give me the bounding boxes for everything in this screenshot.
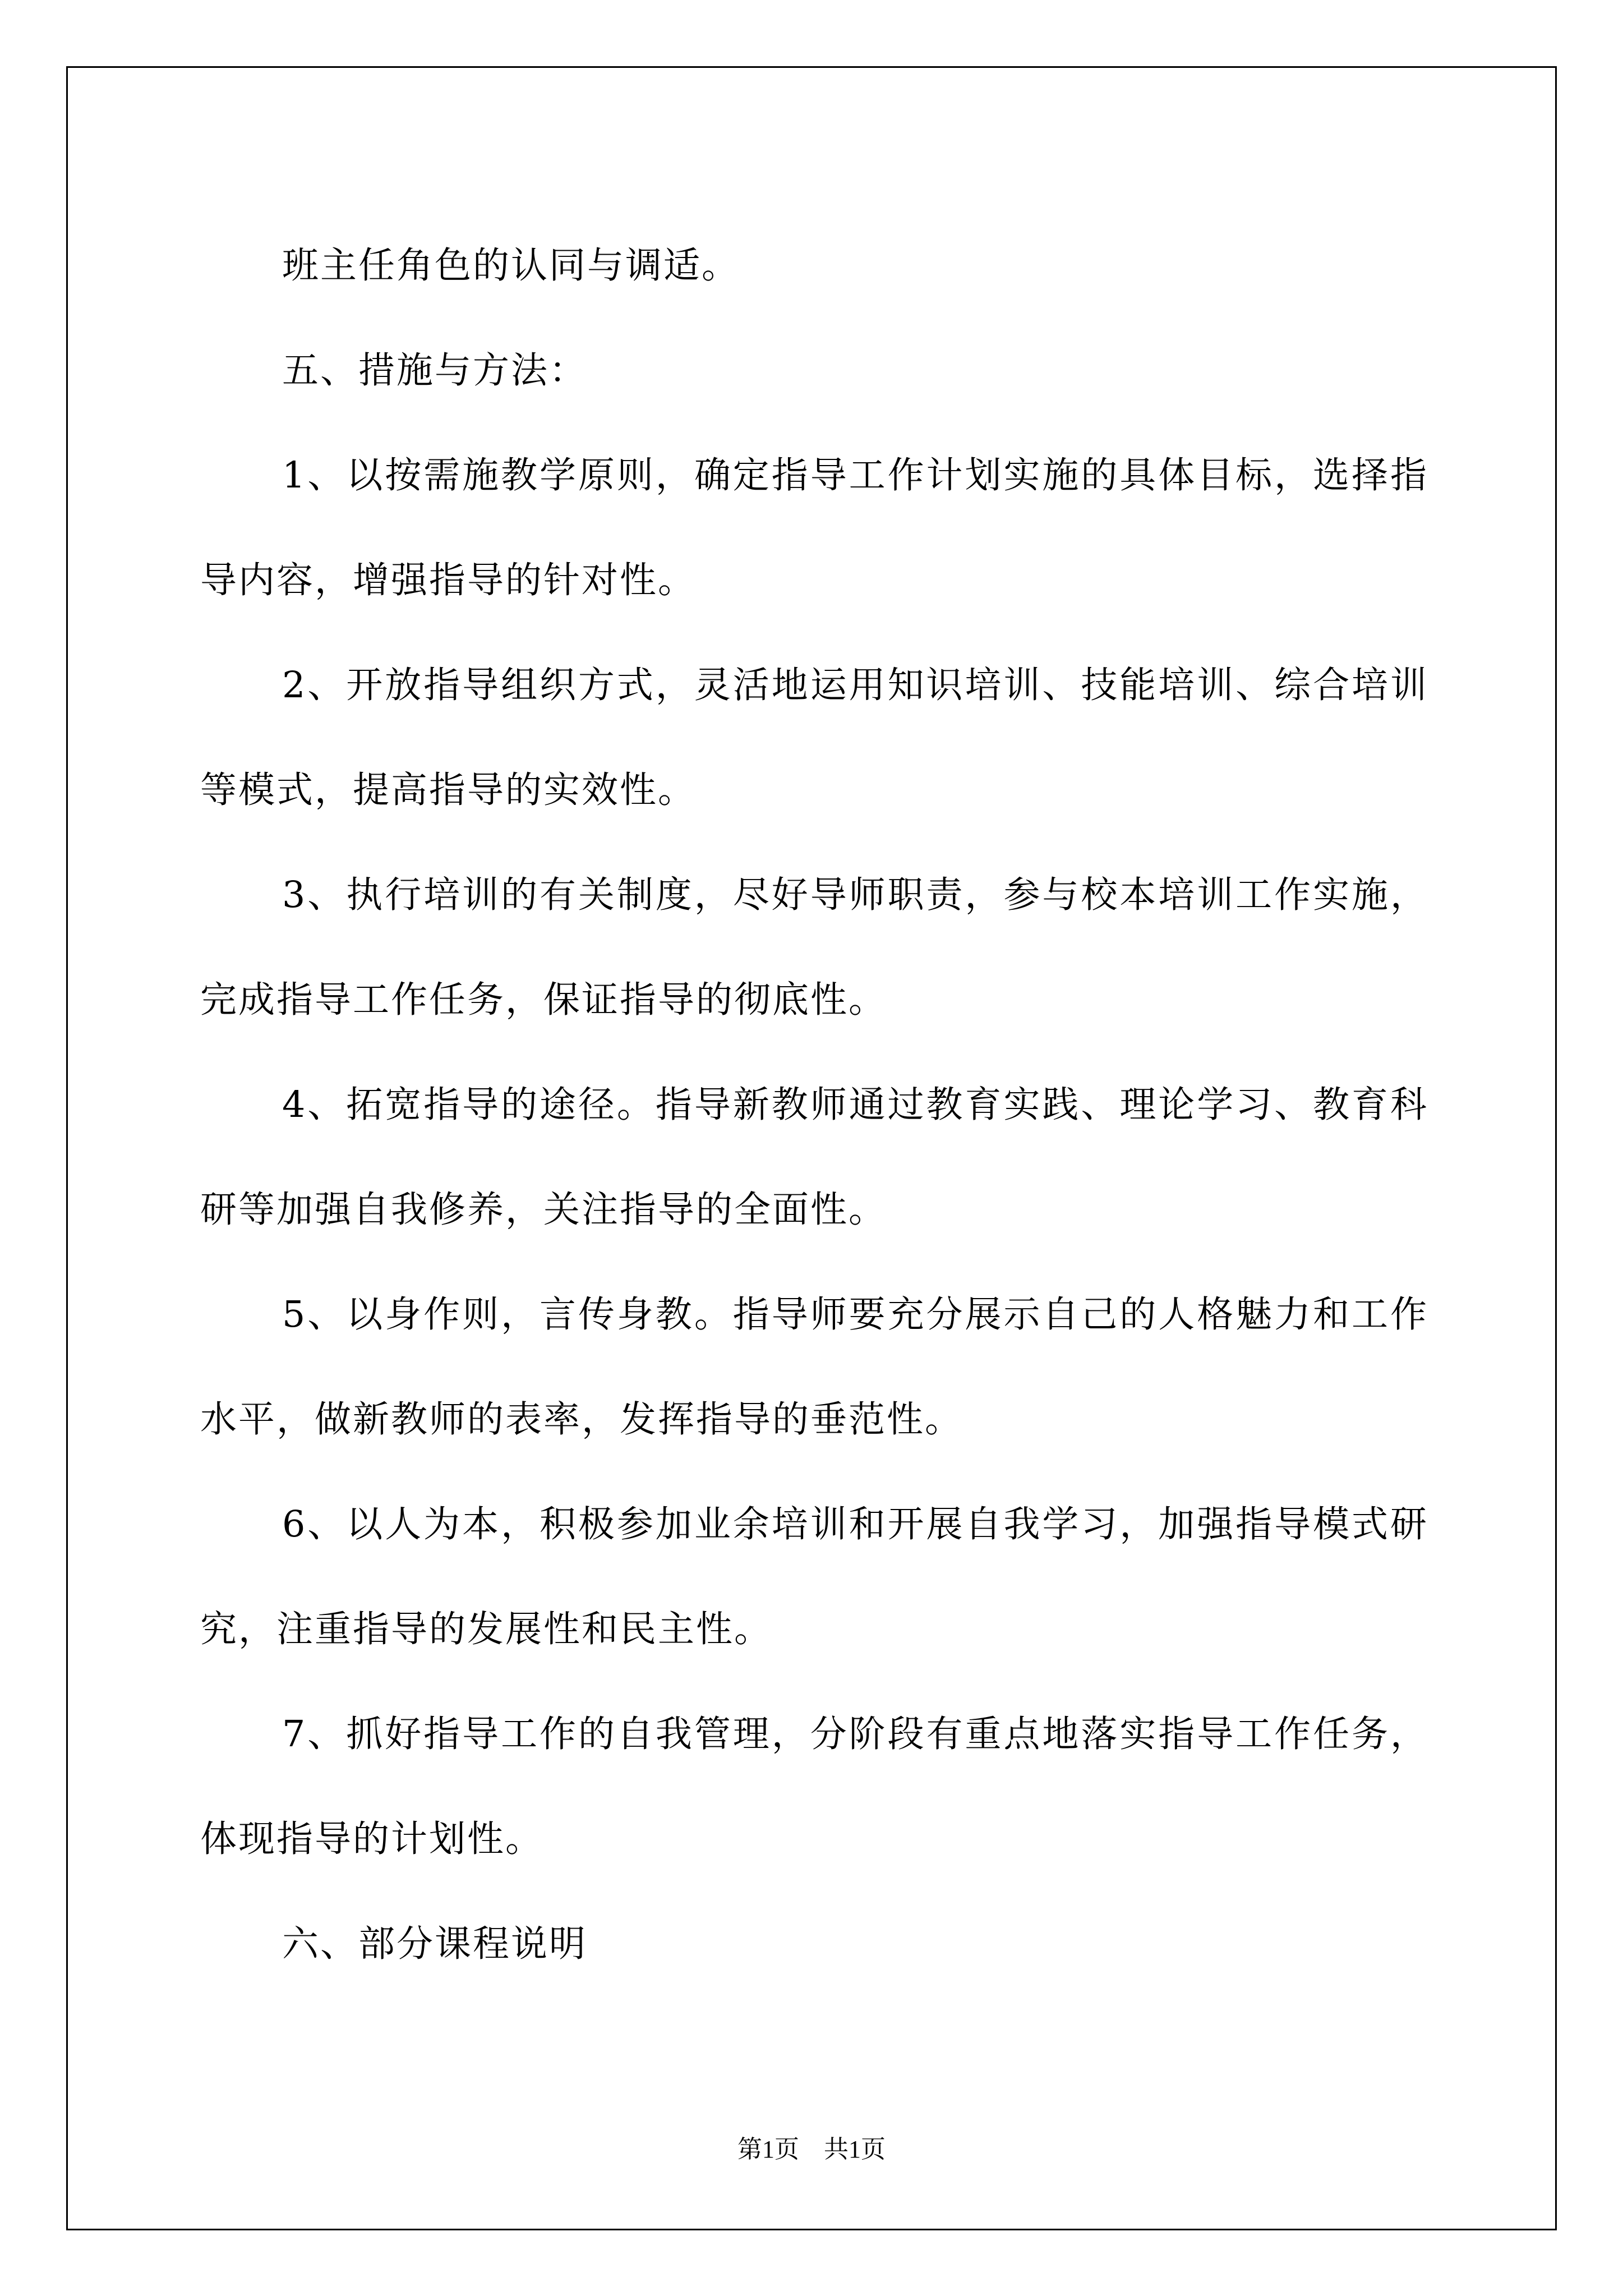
- paragraph: 6、以人为本，积极参加业余培训和开展自我学习，加强指导模式研究，注重指导的发展性和民主性。: [200, 1503, 1428, 1650]
- section-heading: 五、措施与方法：: [282, 349, 588, 392]
- paragraph: 班主任角色的认同与调适。: [282, 245, 740, 287]
- paragraph: 2、开放指导组织方式，灵活地运用知识培训、技能培训、综合培训等模式，提高指导的实效性。: [200, 664, 1428, 811]
- paragraph: 7、抓好指导工作的自我管理，分阶段有重点地落实指导工作任务，体现指导的计划性。: [200, 1713, 1428, 1860]
- page-total: 共1页: [824, 2136, 886, 2163]
- page-number: 第1页: [737, 2136, 799, 2163]
- paragraph: 1、以按需施教学原则，确定指导工作计划实施的具体目标，选择指导内容，增强指导的针对性。: [200, 454, 1428, 601]
- paragraph: 5、以身作则，言传身教。指导师要充分展示自己的人格魅力和工作水平，做新教师的表率，发挥指导的垂范性。: [200, 1294, 1428, 1441]
- page-footer: [0, 2133, 1623, 2166]
- section-heading: 六、部分课程说明: [282, 1923, 588, 1965]
- paragraph: 3、执行培训的有关制度，尽好导师职责，参与校本培训工作实施，完成指导工作任务，保证指导的彻底性。: [200, 874, 1428, 1021]
- document-body: [200, 213, 1428, 1996]
- paragraph: 4、拓宽指导的途径。指导新教师通过教育实践、理论学习、教育科研等加强自我修养，关注指导的全面性。: [200, 1084, 1428, 1231]
